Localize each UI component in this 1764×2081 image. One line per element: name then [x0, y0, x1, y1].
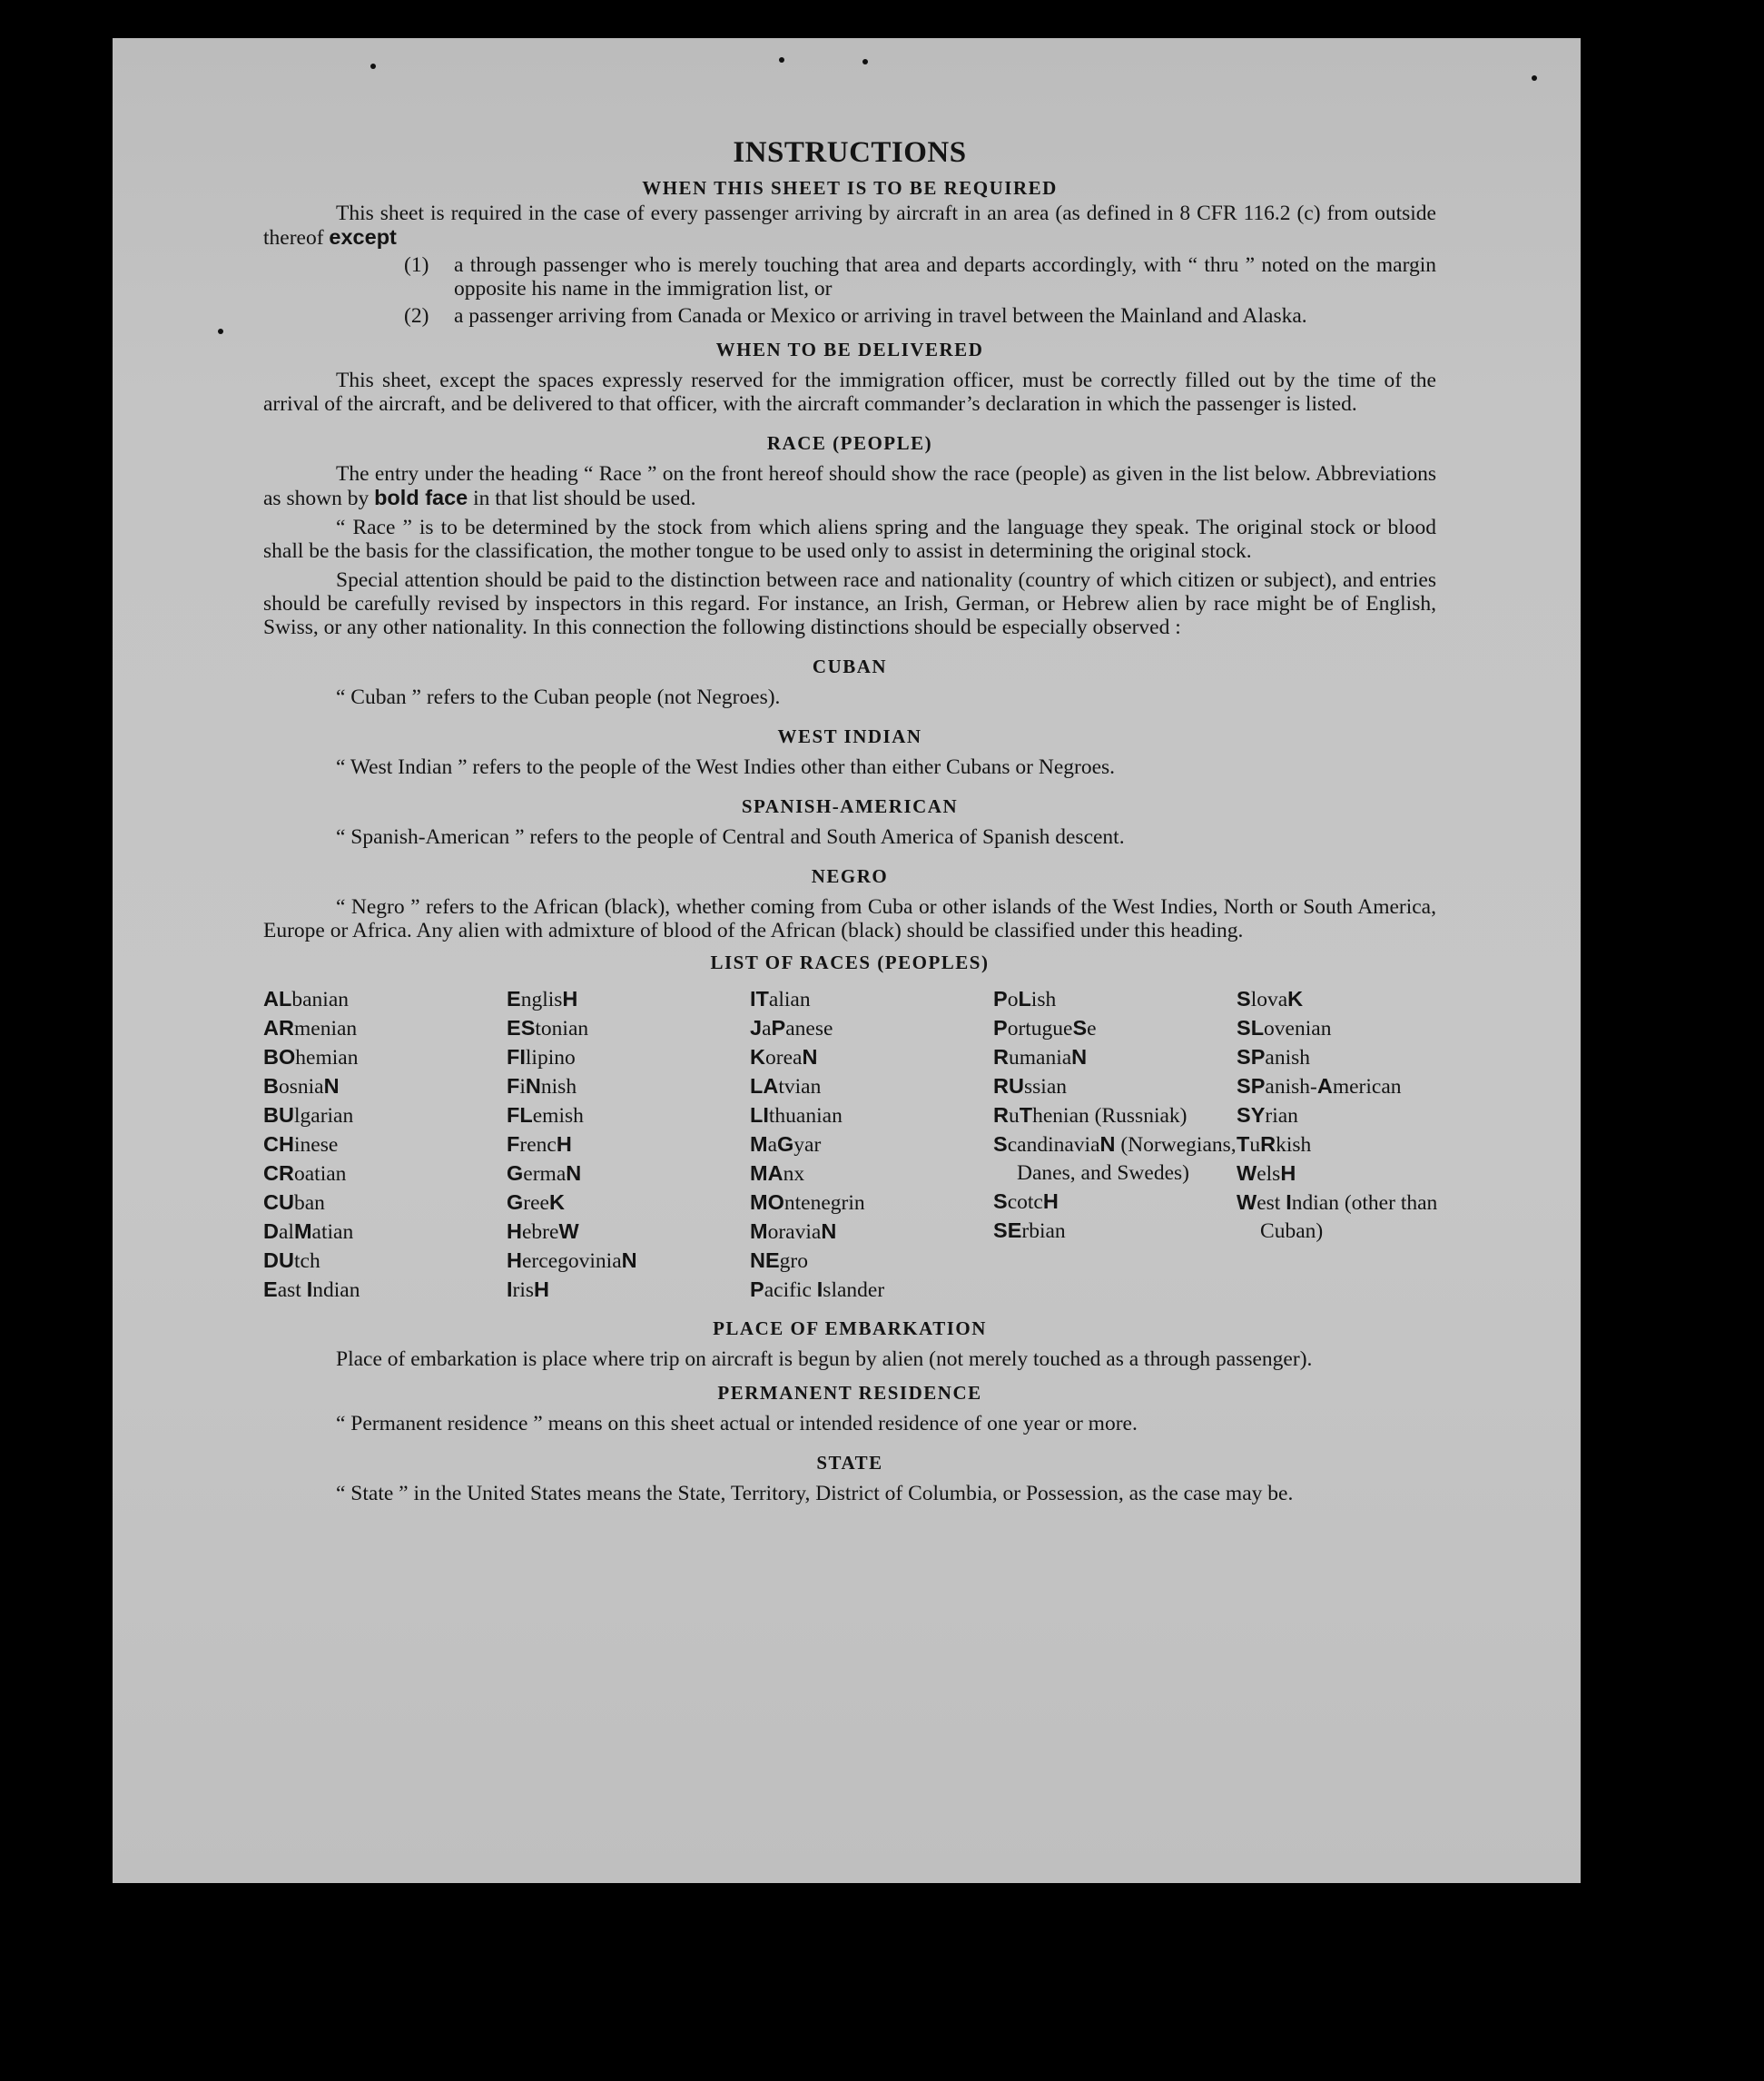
race-entry: MaGyar [750, 1132, 822, 1157]
race-column [507, 985, 750, 1305]
race-entry: SLovenian [1237, 1016, 1332, 1040]
race-entry: LIthuanian [750, 1103, 843, 1128]
heading-when-required: WHEN THIS SHEET IS TO BE REQUIRED [642, 177, 1058, 199]
race-entry: DUtch [263, 1248, 320, 1273]
race-entry: FrencH [507, 1132, 572, 1157]
embarkation-paragraph: Place of embarkation is place where trip on aircraft is begun by alien (not merely touched as a through passenger). [336, 1347, 1313, 1371]
heading-list-of-races: LIST OF RACES (PEOPLES) [710, 952, 990, 973]
scan-speck [862, 59, 868, 64]
race-paragraph-3: Special attention should be paid to the distinction between race and nationality (country of which citizen or subject), and entries should be carefully revised by inspectors in this regard. For instance, an Irish, German, or Hebrew alien by race might be of English, Swiss, or any other nationality. In this connection the following distinctions should be especially observed : [263, 568, 1436, 639]
scan-speck [370, 64, 376, 69]
heading-west-indian: WEST INDIAN [777, 725, 922, 747]
race-entry: FLemish [507, 1103, 584, 1128]
race-entry: CHinese [263, 1132, 339, 1157]
race-entry: SlovaK [1237, 987, 1304, 1011]
race-p1-before: The entry under the heading “ Race ” on the front hereof should show the race (people) as given in the list below. Abbreviations as shown by [263, 462, 1436, 510]
race-entry: LAtvian [750, 1074, 822, 1099]
exception-number: (1) [404, 253, 429, 277]
state-paragraph: “ State ” in the United States means the State, Territory, District of Columbia, or Possession, as the case may be. [336, 1482, 1294, 1505]
race-entry: PoLish [993, 987, 1057, 1011]
race-column [750, 985, 993, 1305]
race-entry: ITalian [750, 987, 811, 1011]
race-entry: MOntenegrin [750, 1190, 865, 1215]
cuban-paragraph: “ Cuban ” refers to the Cuban people (not Negroes). [336, 685, 781, 709]
spanish-american-paragraph: “ Spanish-American ” refers to the people of Central and South America of Spanish descent. [336, 825, 1125, 849]
race-entry: WelsH [1237, 1161, 1296, 1186]
race-entry: KoreaN [750, 1045, 818, 1070]
races-list [263, 985, 1436, 1305]
race-entry: RumaniaN [993, 1045, 1088, 1070]
race-entry: EnglisH [507, 987, 578, 1011]
race-entry: EStonian [507, 1016, 589, 1040]
race-entry: TuRkish [1237, 1132, 1312, 1157]
race-entry: JaPanese [750, 1016, 833, 1040]
race-entry: CRoatian [263, 1161, 347, 1186]
west-indian-paragraph: “ West Indian ” refers to the people of the West Indies other than either Cubans or Negroes. [336, 755, 1116, 779]
race-column [993, 985, 1237, 1305]
exception-item [404, 253, 1436, 301]
scan-speck [1532, 75, 1537, 81]
exception-number: (2) [404, 304, 429, 328]
page-title: INSTRUCTIONS [733, 136, 967, 169]
required-paragraph [263, 202, 1436, 250]
race-entry: ALbanian [263, 987, 349, 1011]
heading-embarkation: PLACE OF EMBARKATION [713, 1317, 987, 1339]
race-entry: CUban [263, 1190, 325, 1215]
race-entry: RUssian [993, 1074, 1067, 1099]
race-entry: HebreW [507, 1219, 579, 1244]
race-entry: East Indian [263, 1277, 360, 1302]
exceptions-list [404, 253, 1436, 328]
race-entry: FiNnish [507, 1074, 577, 1099]
race-p1-after: in that list should be used. [473, 487, 696, 510]
race-entry: MoraviaN [750, 1219, 837, 1244]
instructions-content [263, 136, 1436, 1505]
race-entry: SPanish [1237, 1045, 1310, 1070]
race-entry: GreeK [507, 1190, 565, 1215]
scan-speck [218, 329, 223, 334]
race-entry: SErbian [993, 1218, 1066, 1243]
race-entry: ScotcH [993, 1189, 1059, 1214]
race-paragraph-1 [263, 462, 1436, 510]
race-entry: IrisH [507, 1277, 550, 1302]
heading-race: RACE (PEOPLE) [766, 432, 933, 454]
race-entry: FIlipino [507, 1045, 576, 1070]
race-entry: RuThenian (Russniak) [993, 1103, 1187, 1128]
race-entry: ScandinaviaN (Norwegians, Danes, and Swedes) [993, 1132, 1237, 1185]
race-entry: DalMatian [263, 1219, 354, 1244]
exception-item [404, 304, 1436, 328]
race-column [1237, 985, 1480, 1305]
exception-text: a through passenger who is merely touching that area and departs accordingly, with “ thru ” noted on the margin opposite his name in the immigration list, or [454, 253, 1436, 301]
race-entry: Pacific Islander [750, 1277, 885, 1302]
except-bold: except [329, 225, 397, 249]
race-entry: PortugueSe [993, 1016, 1097, 1040]
heading-state: STATE [816, 1452, 883, 1474]
race-entry: ARmenian [263, 1016, 358, 1040]
race-entry: BOhemian [263, 1045, 359, 1070]
negro-paragraph: “ Negro ” refers to the African (black), whether coming from Cuba or other islands of the West Indies, North or South America, Europe or Africa. Any alien with admixture of blood of the African (black) should be classified under this heading. [263, 895, 1436, 942]
race-entry: HercegoviniaN [507, 1248, 637, 1273]
exception-text: a passenger arriving from Canada or Mexico or arriving in travel between the Mainland and Alaska. [454, 304, 1307, 328]
scan-speck [779, 57, 784, 63]
race-entry: GermaN [507, 1161, 582, 1186]
race-entry: SPanish-American [1237, 1074, 1402, 1099]
bold-face-text: bold face [374, 486, 468, 509]
race-entry: West Indian (other than Cuban) [1237, 1190, 1438, 1243]
race-entry: BosniaN [263, 1074, 340, 1099]
heading-when-delivered: WHEN TO BE DELIVERED [715, 339, 984, 360]
race-entry: NEgro [750, 1248, 808, 1273]
race-paragraph-2: “ Race ” is to be determined by the stock from which aliens spring and the language they speak. The original stock or blood shall be the basis for the classification, the mother tongue to be used only to assist in determining the original stock. [263, 516, 1436, 563]
race-entry: SYrian [1237, 1103, 1298, 1128]
race-entry: BUlgarian [263, 1103, 354, 1128]
heading-spanish-american: SPANISH-AMERICAN [741, 795, 959, 817]
heading-permanent-residence: PERMANENT RESIDENCE [717, 1382, 982, 1404]
heading-cuban: CUBAN [812, 656, 888, 677]
required-text: This sheet is required in the case of every passenger arriving by aircraft in an area (as defined in 8 CFR 116.2 (c) from outside thereof [263, 202, 1436, 250]
residence-paragraph: “ Permanent residence ” means on this sheet actual or intended residence of one year or more. [336, 1412, 1138, 1435]
race-entry: MAnx [750, 1161, 805, 1186]
delivered-paragraph: This sheet, except the spaces expressly reserved for the immigration officer, must be correctly filled out by the time of the arrival of the aircraft, and be delivered to that officer, with the aircraft commander’s declaration in which the passenger is listed. [263, 369, 1436, 416]
heading-negro: NEGRO [811, 865, 889, 887]
race-column [263, 985, 507, 1305]
